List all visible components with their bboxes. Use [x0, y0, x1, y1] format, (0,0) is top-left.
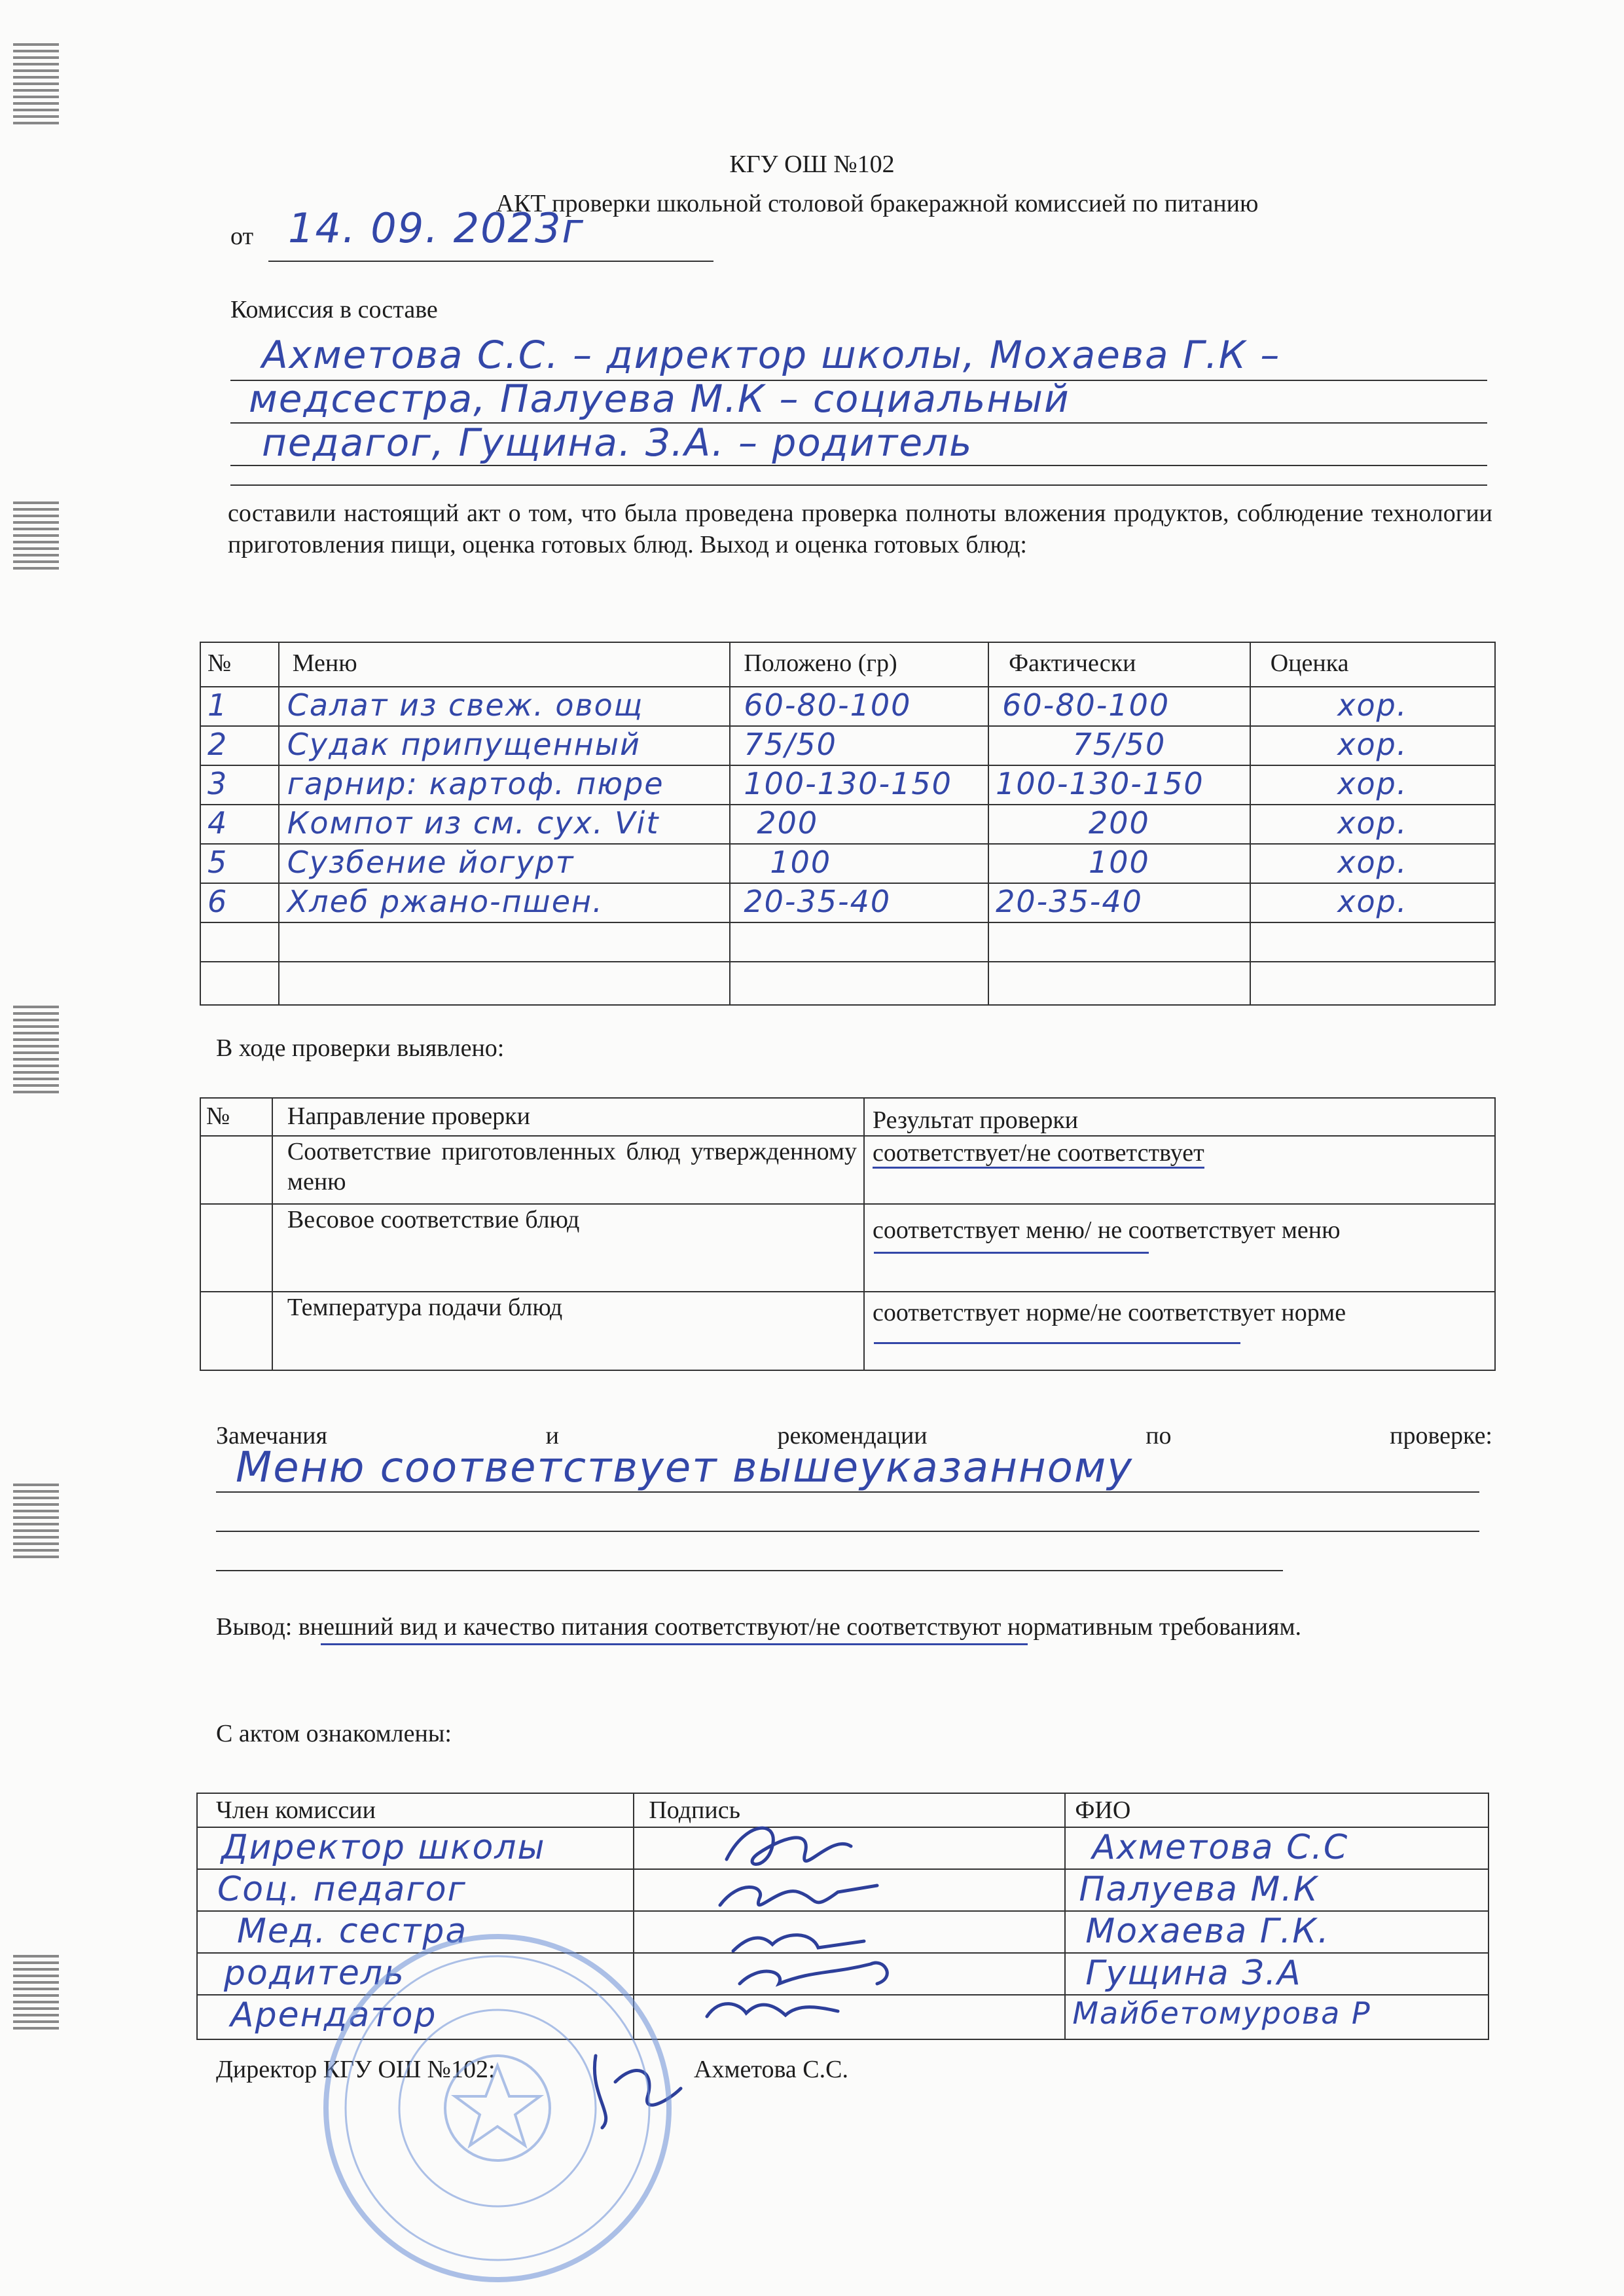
signature-1: [727, 1828, 851, 1864]
row-menu: Сузбение йогурт: [279, 844, 731, 883]
row-member: Директор школы: [197, 1827, 634, 1869]
conclusion-text: Вывод: внешний вид и качество питания соответствуют/не соответствуют нормативным требованиям.: [216, 1613, 1302, 1641]
date-prefix: от: [230, 223, 254, 250]
col-menu: Меню: [279, 642, 731, 687]
col-norm: Положено (гр): [730, 642, 988, 687]
row-number: 1: [200, 687, 279, 726]
check-label: В ходе проверки выявлено:: [216, 1034, 505, 1062]
signature-4: [740, 1963, 887, 1984]
row-fio: Палуева М.К: [1065, 1869, 1489, 1911]
document-title: АКТ проверки школьной столовой бракеражной комиссией по питанию: [496, 190, 1259, 217]
row-menu: [279, 922, 731, 962]
remarks-line: [216, 1531, 1479, 1532]
col-result: Результат проверки: [864, 1098, 1495, 1136]
row-norm: 60-80-100: [730, 687, 988, 726]
row-number: [200, 1204, 272, 1292]
table-row: [200, 726, 1495, 765]
row-menu: Салат из свеж. овощ: [279, 687, 731, 726]
col-fact: Фактически: [988, 642, 1250, 687]
row-number: 3: [200, 765, 279, 805]
row-norm: 20-35-40: [730, 883, 988, 922]
row-menu: Компот из см. сух. Vit: [279, 805, 731, 844]
menu-table: [200, 642, 1496, 1006]
row-fact: 100: [988, 844, 1250, 883]
row-member: Соц. педагог: [197, 1869, 634, 1911]
row-member: Мед. сестра: [197, 1911, 634, 1953]
col-direction: Направление проверки: [272, 1098, 864, 1136]
row-number: [200, 1136, 272, 1204]
row-direction: Весовое соответствие блюд: [272, 1204, 864, 1292]
col-fio: ФИО: [1065, 1793, 1489, 1827]
row-norm: 100: [730, 844, 988, 883]
signature-2: [720, 1886, 877, 1905]
row-fact: 100-130-150: [988, 765, 1250, 805]
table-row: [200, 844, 1495, 883]
signature-3: [733, 1935, 864, 1951]
row-number: 5: [200, 844, 279, 883]
row-norm: 200: [730, 805, 988, 844]
table-row: [200, 922, 1495, 962]
row-number: [200, 1292, 272, 1370]
row-fio: Ахметова С.С: [1065, 1827, 1489, 1869]
table-row: [200, 1204, 1495, 1292]
row-grade: хор.: [1250, 726, 1495, 765]
row-fio: Майбетомурова Р: [1065, 1995, 1489, 2039]
intro-paragraph: составили настоящий акт о том, что была проведена проверка полноты вложения продуктов, соблюдение технологии приготовления пищи, оценка готовых блюд. Выход и оценка готовых блюд:: [228, 500, 1492, 558]
table-row: [200, 687, 1495, 726]
table-row: [200, 962, 1495, 1005]
row-fact: 60-80-100: [988, 687, 1250, 726]
row-grade: [1250, 962, 1495, 1005]
row-direction: Соответствие приготовленных блюд утвержденному меню: [272, 1136, 864, 1204]
director-name: Ахметова С.С.: [694, 2056, 848, 2083]
remarks-handwritten: Меню соответствует вышеуказанному: [236, 1444, 1134, 1492]
commission-line-3: педагог, Гущина. З.А. – родитель: [262, 420, 973, 465]
row-grade: хор.: [1250, 805, 1495, 844]
commission-line: [230, 484, 1487, 486]
row-grade: хор.: [1250, 844, 1495, 883]
scan-artifact: [13, 39, 59, 128]
commission-line: [230, 465, 1487, 466]
commission-line-2: медсестра, Палуева М.К – социальный: [249, 376, 1070, 421]
row-fact: 75/50: [988, 726, 1250, 765]
menu-table-header: [200, 642, 1495, 687]
signatures: [681, 1807, 956, 2030]
row-menu: Хлеб ржано-пшен.: [279, 883, 731, 922]
check-table-header: [200, 1098, 1495, 1136]
row-grade: [1250, 922, 1495, 962]
commission-line-1: Ахметова С.С. – директор школы, Мохаева Г.К –: [262, 333, 1281, 377]
row-number: [200, 962, 279, 1005]
col-grade: Оценка: [1250, 642, 1495, 687]
row-member: родитель: [197, 1953, 634, 1995]
remarks-line: [216, 1491, 1479, 1493]
official-stamp: [314, 1925, 681, 2291]
row-number: 2: [200, 726, 279, 765]
row-norm: 75/50: [730, 726, 988, 765]
row-norm: 100-130-150: [730, 765, 988, 805]
ink-underline: [874, 1342, 1240, 1344]
row-direction: Температура подачи блюд: [272, 1292, 864, 1370]
row-fact: [988, 962, 1250, 1005]
row-result-text: соответствует/не соответствует: [873, 1139, 1204, 1169]
row-fact: 200: [988, 805, 1250, 844]
scan-artifact: [13, 1951, 59, 2033]
row-grade: хор.: [1250, 765, 1495, 805]
director-label: Директор КГУ ОШ №102:: [216, 2056, 496, 2083]
scan-artifact: [13, 1480, 59, 1562]
row-number: 4: [200, 805, 279, 844]
ink-underline: [321, 1643, 1028, 1645]
date-line: [268, 261, 713, 262]
row-grade: хор.: [1250, 883, 1495, 922]
table-row: [200, 765, 1495, 805]
date-value: 14. 09. 2023г: [288, 204, 585, 252]
row-result: [864, 1136, 1495, 1204]
acquainted-label: С актом ознакомлены:: [216, 1720, 452, 1747]
remarks-line: [216, 1570, 1283, 1571]
org-name: КГУ ОШ №102: [729, 151, 895, 178]
ink-underline: [874, 1252, 1149, 1254]
row-grade: хор.: [1250, 687, 1495, 726]
remarks-label: Замечания и рекомендации по проверке:: [216, 1422, 1492, 1449]
row-number: [200, 922, 279, 962]
commission-label: Комиссия в составе: [230, 296, 438, 323]
row-fact: [988, 922, 1250, 962]
row-menu: Судак припущенный: [279, 726, 731, 765]
col-member: Член комиссии: [197, 1793, 634, 1827]
row-menu: гарнир: картоф. пюре: [279, 765, 731, 805]
table-row: [200, 1136, 1495, 1204]
col-signature: Подпись: [634, 1793, 1065, 1827]
row-fio: Мохаева Г.К.: [1065, 1911, 1489, 1953]
row-result: соответствует норме/не соответствует норме: [864, 1292, 1495, 1370]
row-fio: Гущина З.А: [1065, 1953, 1489, 1995]
table-row: [200, 805, 1495, 844]
scan-artifact: [13, 498, 59, 574]
col-number: №: [200, 642, 279, 687]
scan-artifact: [13, 1002, 59, 1097]
row-result: соответствует меню/ не соответствует меню: [864, 1204, 1495, 1292]
row-norm: [730, 962, 988, 1005]
row-menu: [279, 962, 731, 1005]
check-table: [200, 1097, 1496, 1371]
col-number: №: [200, 1098, 272, 1136]
row-number: 6: [200, 883, 279, 922]
row-norm: [730, 922, 988, 962]
row-fact: 20-35-40: [988, 883, 1250, 922]
table-row: [200, 1292, 1495, 1370]
table-row: [200, 883, 1495, 922]
row-member: Арендатор: [197, 1995, 634, 2039]
signature-5: [707, 2004, 838, 2016]
